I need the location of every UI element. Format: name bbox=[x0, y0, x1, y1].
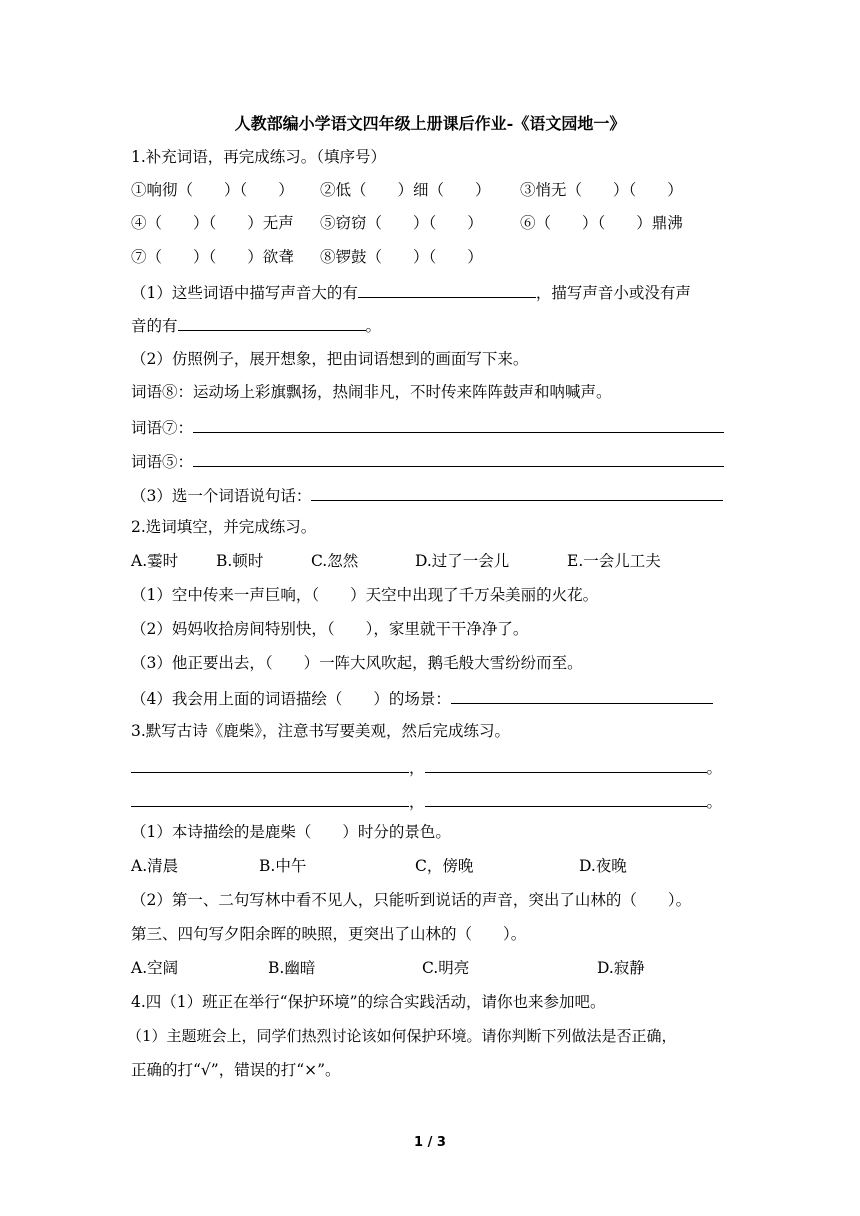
q4-s1-line1: （1）主题班会上，同学们热烈讨论该如何保护环境。请你判断下列做法是否正确， bbox=[127, 1027, 677, 1045]
word-item-1: ①响彻（ ）（ ） bbox=[131, 181, 294, 199]
option-a: A.清晨 bbox=[131, 857, 179, 875]
page-title: 人教部编小学语文四年级上册课后作业-《语文园地一》 bbox=[234, 114, 626, 133]
q1-example: 词语⑧：运动场上彩旗飘扬，热闹非凡，不时传来阵阵鼓声和呐喊声。 bbox=[131, 383, 612, 401]
q3-s2-line1: （2）第一、二句写林中看不见人，只能听到说话的声音，突出了山林的（ ）。 bbox=[131, 891, 692, 909]
poem-line-1 bbox=[131, 756, 722, 778]
poem-line-2 bbox=[131, 790, 722, 812]
option-d: D.过了一会儿 bbox=[415, 552, 510, 570]
q1-sub1-text-c: 音的有 bbox=[131, 317, 178, 335]
comma: ， bbox=[409, 759, 425, 777]
word-item-7: ⑦（ ）（ ）欲聋 bbox=[131, 248, 294, 266]
q2-s3: （3）他正要出去，（ ）一阵大风吹起，鹅毛般大雪纷纷而至。 bbox=[131, 654, 583, 672]
comma: ， bbox=[409, 793, 425, 811]
q2-heading: 2.选词填空，并完成练习。 bbox=[131, 518, 317, 536]
option-c: C，傍晚 bbox=[415, 857, 474, 875]
q2-s4-label: （4）我会用上面的词语描绘（ ）的场景： bbox=[131, 690, 451, 708]
period: 。 bbox=[706, 793, 723, 811]
word-item-5: ⑤窃窃（ ）（ ） bbox=[320, 214, 483, 232]
q1-sub3-line bbox=[131, 484, 723, 506]
option-a: A.空阔 bbox=[131, 959, 179, 977]
word-item-4: ④（ ）（ ）无声 bbox=[131, 214, 294, 232]
q1-sub1-line2 bbox=[131, 314, 381, 336]
poem-blank-2[interactable] bbox=[425, 756, 707, 773]
q1-sub1-text-b: ，描写声音小或没有声 bbox=[535, 284, 691, 302]
q3-heading: 3.默写古诗《鹿柴》，注意书写要美观，然后完成练习。 bbox=[131, 722, 511, 740]
option-b: B.中午 bbox=[259, 857, 307, 875]
option-c: C.明亮 bbox=[422, 959, 470, 977]
answer-line-scene[interactable] bbox=[451, 687, 713, 704]
period: 。 bbox=[706, 759, 723, 777]
q2-s1: （1）空中传来一声巨响，（ ）天空中出现了千万朵美丽的火花。 bbox=[131, 586, 599, 604]
q1-sub3-label: （3）选一个词语说句话： bbox=[131, 487, 312, 505]
option-a: A.霎时 bbox=[131, 552, 179, 570]
option-d: D.夜晚 bbox=[579, 857, 627, 875]
word-item-8: ⑧锣鼓（ ）（ ） bbox=[320, 248, 483, 266]
q2-s2: （2）妈妈收拾房间特别快，（ ），家里就干干净净了。 bbox=[131, 620, 529, 638]
period: 。 bbox=[365, 317, 382, 335]
q1-heading: 1.补充词语，再完成练习。（填序号） bbox=[131, 148, 387, 166]
option-c: C.忽然 bbox=[311, 552, 359, 570]
answer-line-word7[interactable] bbox=[193, 416, 724, 433]
word-item-3: ③悄无（ ）（ ） bbox=[520, 181, 683, 199]
answer-blank-loud[interactable] bbox=[358, 281, 536, 298]
q3-s1: （1）本诗描绘的是鹿柴（ ）时分的景色。 bbox=[131, 823, 451, 841]
answer-line-sentence[interactable] bbox=[311, 484, 723, 501]
q4-heading: 4.四（1）班正在举行“保护环境”的综合实践活动，请你也来参加吧。 bbox=[131, 993, 606, 1011]
option-b: B.顿时 bbox=[216, 552, 264, 570]
q1-word7-line bbox=[131, 416, 724, 438]
answer-blank-quiet[interactable] bbox=[178, 314, 366, 331]
word7-label: 词语⑦： bbox=[131, 419, 194, 437]
q1-sub1-text-a: （1）这些词语中描写声音大的有 bbox=[131, 284, 358, 302]
word5-label: 词语⑤： bbox=[131, 453, 194, 471]
poem-blank-4[interactable] bbox=[425, 790, 707, 807]
q1-sub1-line1 bbox=[131, 281, 691, 303]
page-number: 1 / 3 bbox=[414, 1135, 446, 1150]
q1-sub2: （2）仿照例子，展开想象，把由词语想到的画面写下来。 bbox=[131, 350, 529, 368]
q1-word5-line bbox=[131, 450, 724, 472]
poem-blank-1[interactable] bbox=[131, 756, 409, 773]
option-d: D.寂静 bbox=[597, 959, 645, 977]
q3-s2-line2: 第三、四句写夕阳余晖的映照，更突出了山林的（ ）。 bbox=[131, 925, 527, 943]
answer-line-word5[interactable] bbox=[193, 450, 724, 467]
word-item-2: ②低（ ）细（ ） bbox=[320, 181, 491, 199]
option-b: B.幽暗 bbox=[268, 959, 316, 977]
q2-s4-line bbox=[131, 687, 713, 709]
poem-blank-3[interactable] bbox=[131, 790, 409, 807]
word-item-6: ⑥（ ）（ ）鼎沸 bbox=[520, 214, 683, 232]
q4-s1-line2: 正确的打“√”，错误的打“×”。 bbox=[131, 1061, 341, 1079]
option-e: E.一会儿工夫 bbox=[567, 552, 661, 570]
